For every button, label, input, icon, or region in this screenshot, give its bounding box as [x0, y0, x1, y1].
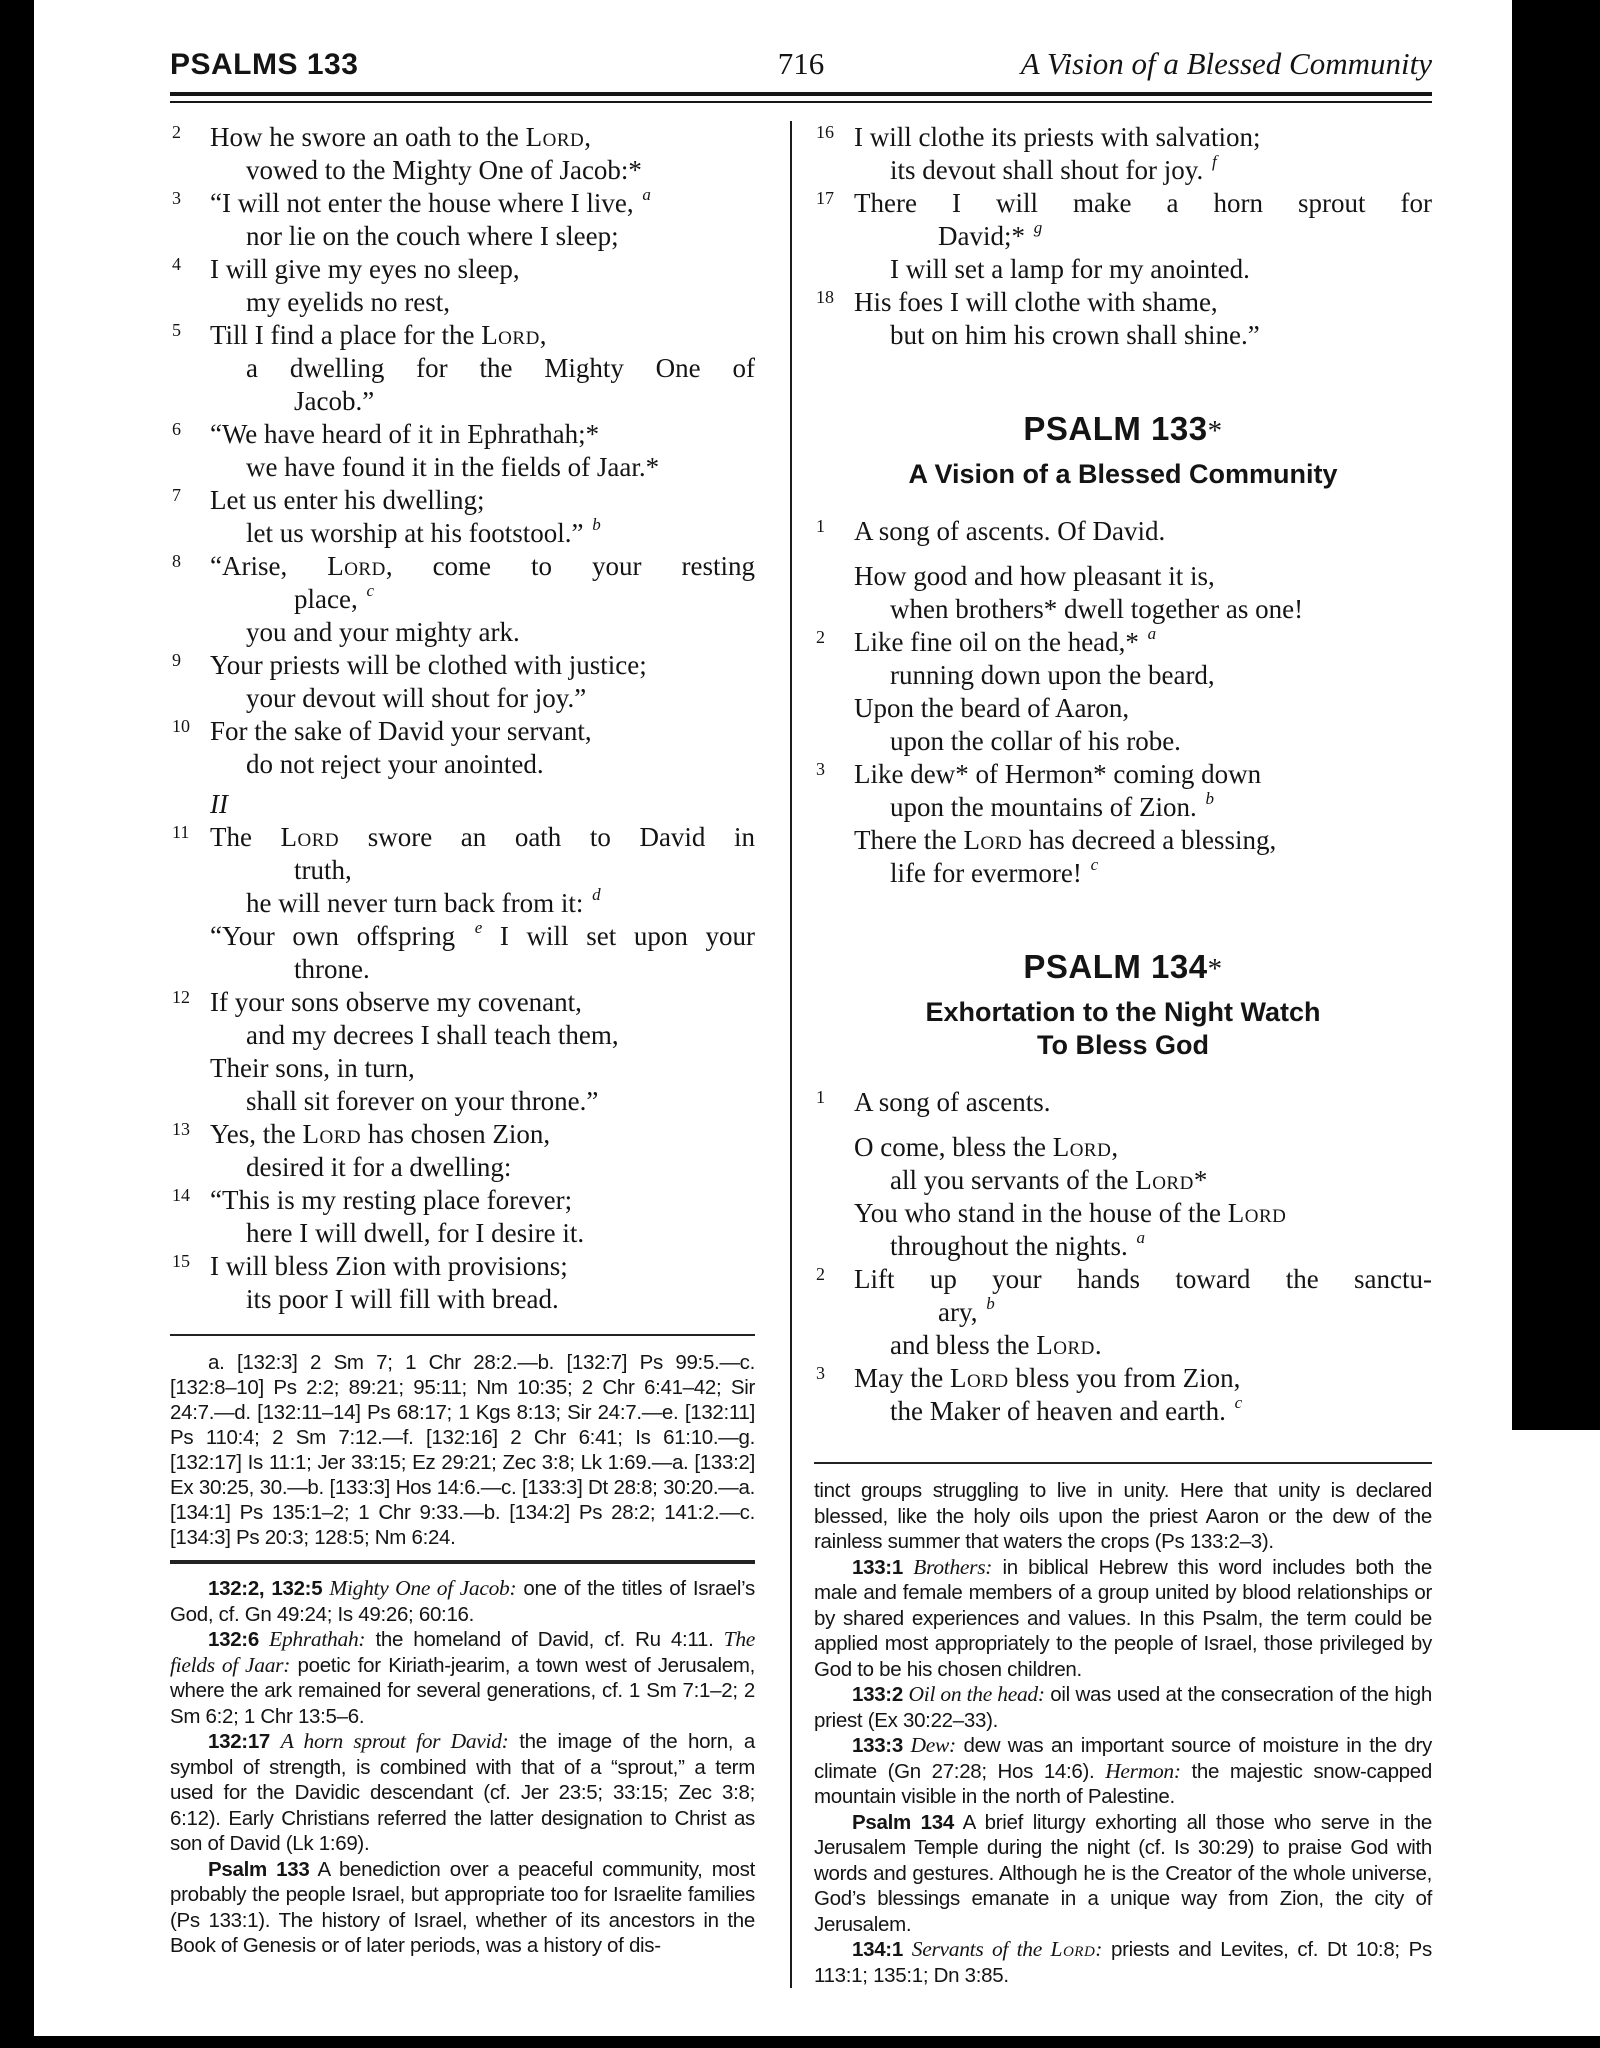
verse-line: If your sons observe my covenant, [210, 987, 582, 1017]
verse-line: Let us enter his dwelling; [210, 485, 485, 515]
verse-line: Jacob.” [294, 386, 375, 416]
verse [170, 253, 755, 319]
footnote-letter: f [1211, 152, 1217, 171]
commentary-note: tinct groups struggling to live in unity. Here that unity is declared blessed, like the holy oils upon the priest Aaron or the dew of the rainless summer that waters the crops (Ps 133:2–3). [814, 1479, 1432, 1553]
verse [170, 649, 755, 715]
verse-line: You who stand in the house of the Lord [854, 1198, 1287, 1228]
two-column-text [170, 121, 1432, 1988]
verse [814, 758, 1432, 890]
verse-line: running down upon the beard, [890, 660, 1215, 690]
verse-group [814, 515, 1432, 890]
commentary-note: 132:2, 132:5 Mighty One of Jacob: one of the titles of Israel’s God, cf. Gn 49:24; Is 49:26; 60:16. [170, 1576, 755, 1626]
verse-number: 2 [172, 122, 181, 142]
footnote-letter: b [1205, 789, 1214, 808]
verse-line: Upon the beard of Aaron, [854, 693, 1130, 723]
verse-line: A song of ascents. Of David. [854, 516, 1166, 546]
verse [814, 1263, 1432, 1362]
header-rule [170, 92, 1432, 103]
footnote-letter: c [366, 581, 374, 600]
verse [170, 418, 755, 484]
verse-number: 3 [816, 1363, 825, 1383]
verse-number: 13 [172, 1119, 190, 1139]
verse-line: I will clothe its priests with salvation; [854, 122, 1261, 152]
verse-number: 15 [172, 1251, 190, 1271]
verse-line: Your priests will be clothed with justice; [210, 650, 647, 680]
verse-line: Lift up your hands toward the sanctu- [854, 1264, 1432, 1294]
verse-line: shall sit forever on your throne.” [246, 1086, 599, 1116]
verse-line: His foes I will clothe with shame, [854, 287, 1218, 317]
verse-line: when brothers* dwell together as one! [890, 594, 1304, 624]
verse-line: vowed to the Mighty One of Jacob:* [246, 155, 642, 185]
separator-rule [170, 1334, 755, 1336]
heading-asterisk: * [1207, 415, 1223, 447]
lord-small-caps: Lord [1050, 1937, 1096, 1961]
footnote-letter: c [1090, 855, 1099, 874]
commentary-note: 133:3 Dew: dew was an important source of moisture in the dry climate (Gn 27:28; Hos 14:6). Hermon: the majestic snow-capped mountain visible in the north of Palestine. [814, 1733, 1433, 1808]
verse-line: The Lord swore an oath to David in [210, 822, 755, 852]
psalm-subtitle: Exhortation to the Night Watch To Bless God [925, 997, 1321, 1060]
lord-small-caps: Lord [525, 122, 585, 152]
verse-line: my eyelids no rest, [246, 287, 450, 317]
verse-number: 2 [816, 627, 825, 647]
verse-line: truth, [294, 855, 352, 885]
verse [170, 319, 755, 418]
verse-line: O come, bless the Lord, [854, 1132, 1119, 1162]
footnote-letter: e [474, 918, 483, 937]
verse-line: we have found it in the fields of Jaar.* [246, 452, 660, 482]
verse-line: you and your mighty ark. [246, 617, 520, 647]
verse [170, 1184, 755, 1250]
verse [170, 1250, 755, 1316]
verse-line: ary, $^b$ [938, 1294, 995, 1327]
psalm-heading: PSALM 133* [1023, 410, 1223, 447]
verse-number: 1 [816, 516, 825, 536]
verse-group [170, 821, 755, 1316]
verse [814, 286, 1432, 352]
verse-line: There I will make a horn sprout for [854, 188, 1432, 218]
verse-line: Like fine oil on the head,* $^a$ [854, 624, 1157, 657]
lord-small-caps: Lord [963, 825, 1023, 855]
verse-line: For the sake of David your servant, [210, 716, 592, 746]
cross-references: a. [132:3] 2 Sm 7; 1 Chr 28:2.—b. [132:7] Ps 99:5.—c. [132:8–10] Ps 2:2; 89:21; 95:11; Nm 10:35; 2 Chr 6:41–42; Sir 24:7.—d. [132:11–14] Ps 68:17; 1 Kgs 8:13; Sir 24:7.—e. [132:11] Ps 110:4; 2 Sm 7:12.—f. [132:16] 2 Chr 6:41; Is 61:10.—g. [132:17] Is 11:1; Jer 33:15; Ez 29:21; Zec 3:8; Lk 1:69.—a. [133:2] Ex 30:25, 30.—b. [133:3] Hos 14:6.—c. [133:3] Dt 28:8; 30:20.—a. [134:1] Ps 135:1–2; 1 Chr 9:33.—b. [134:2] Ps 28:2; 141:2.—c. [134:3] Ps 20:3; 128:5; Nm 6:24. [170, 1351, 755, 1549]
verse-number: 8 [172, 551, 181, 571]
verse-line: and my decrees I shall teach them, [246, 1020, 619, 1050]
verse-line: its devout shall shout for joy. $^f$ [890, 152, 1217, 185]
verse-line: Yes, the Lord has chosen Zion, [210, 1119, 551, 1149]
verse-line: but on him his crown shall shine.” [890, 320, 1260, 350]
verse-group [170, 121, 755, 781]
verse-line: “Arise, Lord, come to your resting [210, 551, 756, 581]
verse-line: “This is my resting place forever; [210, 1185, 573, 1215]
heading-asterisk: * [1207, 953, 1223, 985]
commentary-note: Psalm 134 A brief liturgy exhorting all those who serve in the Jerusalem Temple during the night (cf. Is 30:29) to praise God with words and gestures. Although he is the Creator of the whole universe, God’s blessings emanate in a unique way from Zion, the city of Jerusalem. [814, 1810, 1432, 1936]
verse-number: 18 [816, 287, 834, 307]
footnote-letter: b [592, 515, 601, 534]
verse [170, 821, 755, 986]
footnote-letter: g [1033, 218, 1043, 237]
verse-number: 11 [172, 822, 190, 842]
verse [814, 1131, 1432, 1263]
commentary-note: 132:6 Ephrathah: the homeland of David, cf. Ru 4:11. The fields of Jaar: poetic for Kiriath-jearim, a town west of Jerusalem, where the ark remained for several generations, cf. 1 Sm 7:1–2; 2 Sm 6:2; 1 Chr 13:5–6. [170, 1627, 756, 1728]
verse-line: do not reject your anointed. [246, 749, 544, 779]
verse-line: I will bless Zion with provisions; [210, 1251, 568, 1281]
stanza-label: II [210, 789, 228, 819]
verse-line: “I will not enter the house where I live, $^a$ [210, 185, 651, 218]
footnote-letter: a [642, 185, 651, 204]
verse-line: How he swore an oath to the Lord, [210, 122, 592, 152]
verse-line: here I will dwell, for I desire it. [246, 1218, 585, 1248]
verse-group [814, 121, 1432, 352]
footnote-letter: b [986, 1294, 995, 1313]
verse [814, 1362, 1432, 1428]
header-section-title: A Vision of a Blessed Community [1020, 46, 1432, 81]
verse [170, 121, 755, 187]
commentary-note: 132:17 A horn sprout for David: the image of the horn, a symbol of strength, is combined with that of a “sprout,” a term used for the Davidic descendant (cf. Jer 23:5; 33:15; Zec 3:8; 6:12). Early Christians referred the latter designation to Christ as son of David (Lk 1:69). [170, 1729, 755, 1855]
lord-small-caps: Lord [949, 1363, 1009, 1393]
lord-small-caps: Lord [1052, 1132, 1112, 1162]
verse [814, 121, 1432, 187]
footnote-letter: a [1136, 1228, 1145, 1247]
verse-line: throughout the nights. $^a$ [890, 1228, 1145, 1261]
verse-number: 4 [172, 254, 181, 274]
verse-line: throne. [294, 954, 370, 984]
verse [814, 626, 1432, 758]
page [170, 46, 1432, 1988]
verse-line: “We have heard of it in Ephrathah;* [210, 419, 600, 449]
verse-line: A song of ascents. [854, 1087, 1051, 1117]
scan-border-right [1512, 0, 1600, 1430]
verse-group [814, 1086, 1432, 1428]
verse [170, 550, 755, 649]
verse [170, 484, 755, 550]
verse-number: 1 [816, 1087, 825, 1107]
verse-line: Like dew* of Hermon* coming down [854, 759, 1262, 789]
scan-border-left [0, 0, 34, 2040]
verse-number: 17 [816, 188, 834, 208]
verse-number: 2 [816, 1264, 825, 1284]
lord-small-caps: Lord [481, 320, 540, 350]
verse-line: place, $^c$ [294, 581, 374, 614]
page-number: 716 [777, 46, 825, 81]
verse-line: Till I find a place for the Lord, [210, 320, 547, 350]
verse-line: he will never turn back from it: $^d$ [246, 885, 601, 918]
left-column [170, 121, 755, 1988]
verse-number: 16 [816, 122, 834, 142]
verse-line: its poor I will fill with bread. [246, 1284, 559, 1314]
footnote-letter: d [592, 885, 601, 904]
lord-small-caps: Lord [1036, 1330, 1095, 1360]
verse-line: There the Lord has decreed a blessing, [854, 825, 1277, 855]
verse-line: “Your own offspring $^e$ I will set upon your [210, 918, 755, 951]
verse-line: life for evermore! $^c$ [890, 855, 1099, 888]
verse [814, 187, 1432, 286]
verse-line: and bless the Lord. [890, 1330, 1102, 1360]
verse [814, 515, 1432, 548]
verse-line: all you servants of the Lord* [890, 1165, 1208, 1195]
separator-rule [814, 1462, 1432, 1464]
separator-rule [170, 1560, 755, 1564]
verse [814, 560, 1432, 626]
lord-small-caps: Lord [302, 1119, 362, 1149]
lord-small-caps: Lord [327, 551, 386, 581]
verse-line: David;* $^g$ [938, 218, 1043, 251]
lord-small-caps: Lord [1227, 1198, 1287, 1228]
verse-line: a dwelling for the Mighty One of [246, 353, 755, 383]
scan-border-bottom [0, 2036, 1600, 2048]
psalm-subtitle: A Vision of a Blessed Community [908, 459, 1338, 489]
verse-number: 5 [172, 320, 181, 340]
verse-line: let us worship at his footstool.” $^b$ [246, 515, 601, 548]
lord-small-caps: Lord [1135, 1165, 1194, 1195]
column-divider-rule [790, 121, 792, 1988]
verse-number: 3 [172, 188, 181, 208]
verse [170, 1118, 755, 1184]
verse-line: your devout will shout for joy.” [246, 683, 587, 713]
verse-line: nor lie on the couch where I sleep; [246, 221, 619, 251]
verse-number: 9 [172, 650, 181, 670]
verse-number: 3 [816, 759, 825, 779]
right-column [814, 121, 1432, 1988]
verse [170, 715, 755, 781]
verse-line: upon the mountains of Zion. $^b$ [890, 789, 1214, 822]
commentary-note: 133:2 Oil on the head: oil was used at the consecration of the high priest (Ex 30:22–33). [814, 1682, 1432, 1732]
spacer [814, 1428, 1432, 1444]
footnote-letter: a [1147, 624, 1157, 643]
verse-line: May the Lord bless you from Zion, [854, 1363, 1241, 1393]
verse-number: 7 [172, 485, 181, 505]
footnote-letter: c [1234, 1393, 1243, 1412]
commentary-note: 134:1 Servants of the Lord: priests and Levites, cf. Dt 10:8; Ps 113:1; 135:1; Dn 3:85. [814, 1937, 1432, 1987]
header-book-title: PSALMS 133 [170, 48, 359, 81]
verse-number: 12 [172, 987, 190, 1007]
verse-line: How good and how pleasant it is, [854, 561, 1215, 591]
verse-line: upon the collar of his robe. [890, 726, 1181, 756]
verse-line: desired it for a dwelling: [246, 1152, 512, 1182]
commentary-note: Psalm 133 A benediction over a peaceful community, most probably the people Israel, but appropriate too for Israelite families (Ps 133:1). The history of Israel, whether of its ancestors in the Book of Genesis or of later periods, was a history of dis- [170, 1857, 755, 1957]
verse-number: 14 [172, 1185, 190, 1205]
commentary-note: 133:1 Brothers: in biblical Hebrew this word includes both the male and female members of a group united by blood relationships or by shared experiences and values. In this Psalm, the term could be applied most appropriately to the people of Israel, those privileged by God to be his chosen children. [814, 1554, 1432, 1681]
running-header [170, 46, 1432, 92]
verse [170, 187, 755, 253]
psalm-heading: PSALM 134* [1023, 948, 1223, 985]
verse-line: I will set a lamp for my anointed. [890, 254, 1250, 284]
verse-line: Their sons, in turn, [210, 1053, 415, 1083]
verse-number: 6 [172, 419, 181, 439]
verse-number: 10 [172, 716, 190, 736]
lord-small-caps: Lord [280, 822, 340, 852]
verse-line: I will give my eyes no sleep, [210, 254, 520, 284]
verse [814, 1086, 1432, 1119]
verse [170, 986, 755, 1118]
verse-line: the Maker of heaven and earth. $^c$ [890, 1393, 1243, 1426]
